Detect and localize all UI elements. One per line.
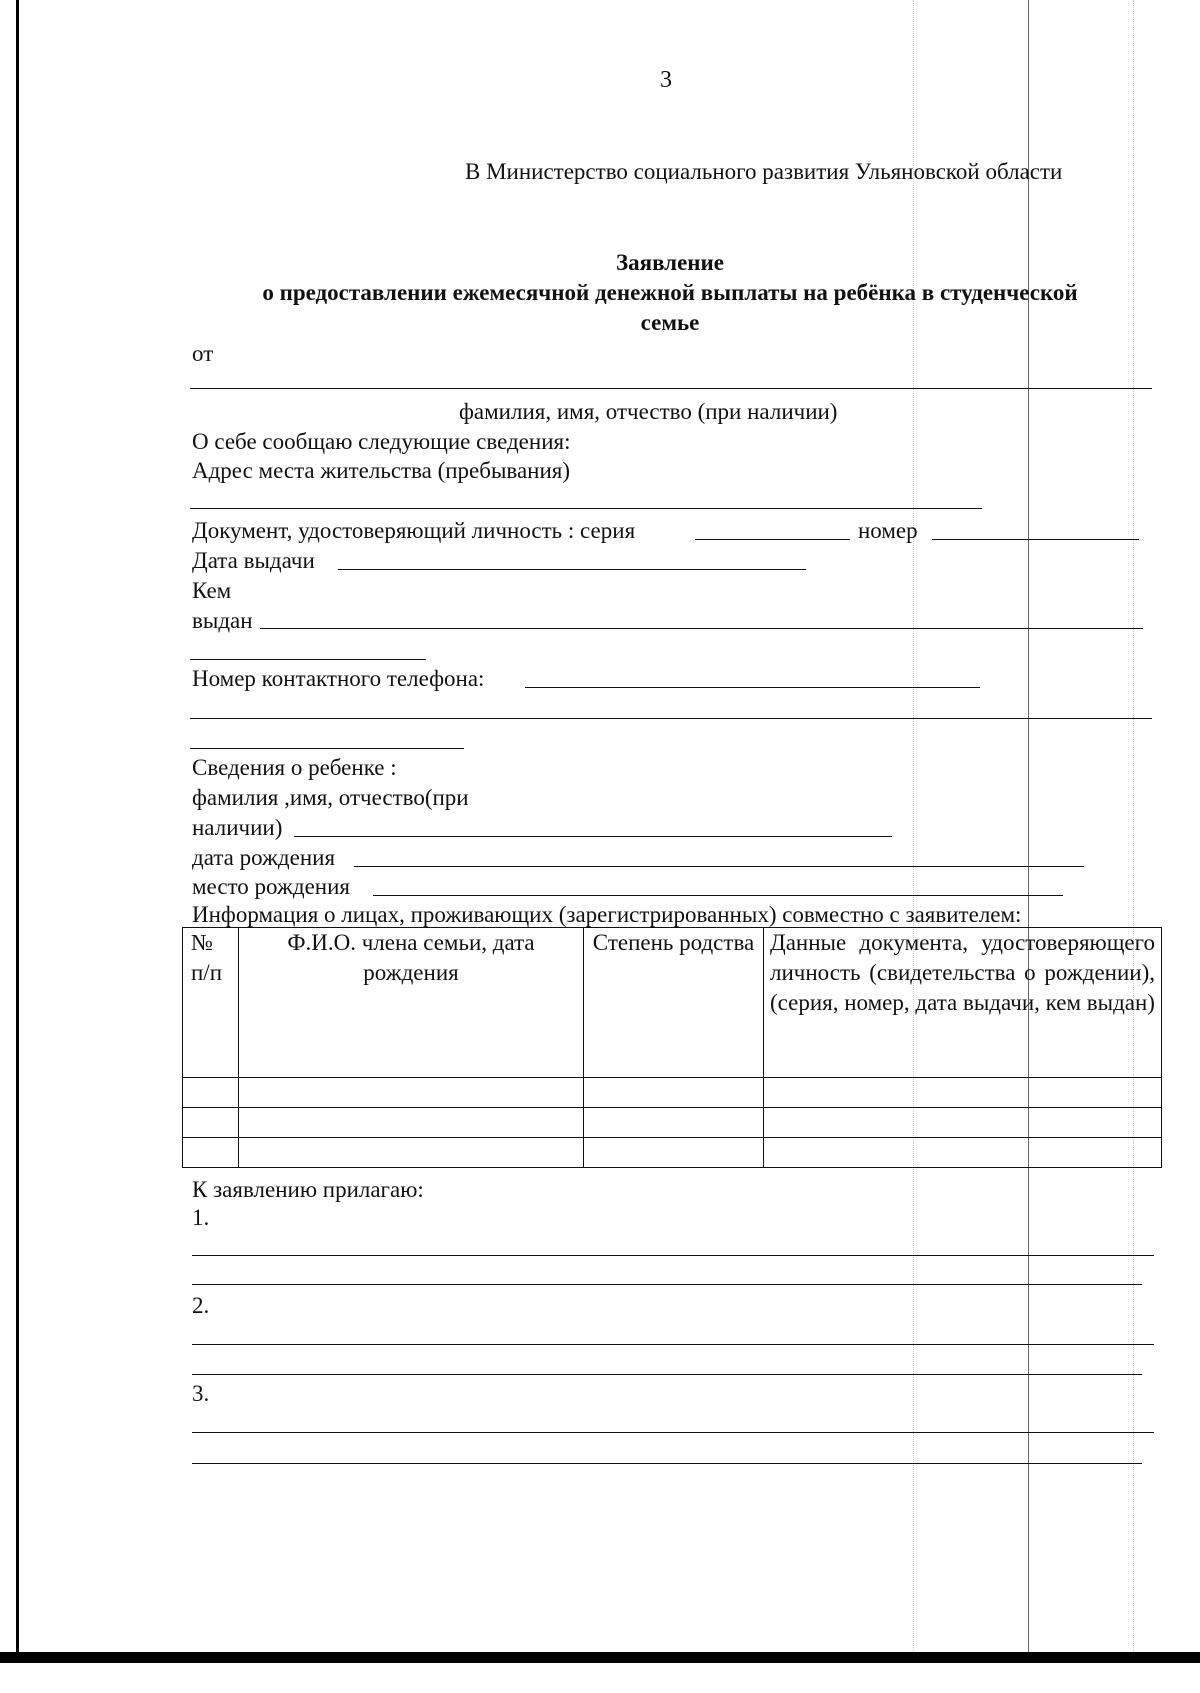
document-subtitle-end: семье xyxy=(640,310,700,335)
table-header-document: Данные документа, удостоверяющего личность (свидетельства о рождении), (серия, номер, дата выдачи, кем выдан) xyxy=(764,928,1162,1078)
attachment-2-field[interactable] xyxy=(192,1344,1154,1345)
child-birth-place-field[interactable] xyxy=(373,895,1063,896)
id-number-field[interactable] xyxy=(932,539,1139,540)
table-cell[interactable] xyxy=(764,1108,1162,1138)
from-label: от xyxy=(192,341,214,366)
attachment-item-2: 2. xyxy=(192,1293,210,1318)
table-cell[interactable] xyxy=(183,1108,239,1138)
document-title: Заявление xyxy=(615,250,725,275)
phone-label: Номер контактного телефона: xyxy=(192,666,485,691)
child-fio-label: фамилия ,имя, отчество(при xyxy=(192,785,469,810)
attachment-3-field[interactable] xyxy=(192,1432,1154,1433)
scan-bottom-edge xyxy=(0,1652,1200,1663)
table-row xyxy=(183,1108,1162,1138)
table-header-number: № п/п xyxy=(183,928,239,1078)
table-row xyxy=(183,1078,1162,1108)
table-cell[interactable] xyxy=(239,1138,584,1168)
phone-field-cont[interactable] xyxy=(190,718,1152,719)
id-document-label: Документ, удостоверяющий личность : серия xyxy=(192,518,636,543)
child-birth-date-label: дата рождения xyxy=(192,845,336,870)
issue-date-label: Дата выдачи xyxy=(192,548,315,573)
child-fio-field[interactable] xyxy=(294,836,892,837)
about-self-label: О себе сообщаю следующие сведения: xyxy=(192,429,571,454)
issued-by-label-cont: выдан xyxy=(192,608,253,633)
page-number: 3 xyxy=(660,67,672,93)
table-cell[interactable] xyxy=(584,1108,764,1138)
issued-by-field-cont[interactable] xyxy=(190,659,426,660)
attachment-item-3: 3. xyxy=(192,1381,210,1406)
phone-field[interactable] xyxy=(525,687,980,688)
address-field[interactable] xyxy=(190,508,982,509)
table-cell[interactable] xyxy=(239,1078,584,1108)
issue-date-field[interactable] xyxy=(338,569,806,570)
attachments-heading: К заявлению прилагаю: xyxy=(192,1177,424,1202)
fio-caption: фамилия, имя, отчество (при наличии) xyxy=(459,399,838,424)
table-header-row xyxy=(183,928,1162,1078)
table-cell[interactable] xyxy=(183,1078,239,1108)
attachment-3-field-cont[interactable] xyxy=(192,1463,1142,1464)
issued-by-field[interactable] xyxy=(260,628,1143,629)
attachment-2-field-cont[interactable] xyxy=(192,1374,1142,1375)
attachment-1-field[interactable] xyxy=(192,1255,1154,1256)
table-header-relation: Степень родства xyxy=(584,928,764,1078)
family-members-table xyxy=(182,927,1162,1168)
id-number-label: номер xyxy=(858,518,918,543)
child-fio-label-cont: наличии) xyxy=(192,815,283,840)
table-header-fio: Ф.И.О. члена семьи, дата рождения xyxy=(239,928,584,1078)
address-label: Адрес места жительства (пребывания) xyxy=(192,458,571,483)
family-info-label: Информация о лицах, проживающих (зарегистрированных) совместно с заявителем: xyxy=(192,902,1022,927)
child-heading: Сведения о ребенке : xyxy=(192,755,397,780)
child-birth-date-field[interactable] xyxy=(354,866,1084,867)
child-birth-place-label: место рождения xyxy=(192,874,350,899)
attachment-item-1: 1. xyxy=(192,1205,210,1230)
addressee: В Министерство социального развития Ульяновской области xyxy=(465,159,1063,184)
table-cell[interactable] xyxy=(239,1108,584,1138)
document-subtitle: о предоставлении ежемесячной денежной выплаты на ребёнка в студенческой xyxy=(262,280,1078,305)
table-cell[interactable] xyxy=(584,1138,764,1168)
table-cell[interactable] xyxy=(764,1078,1162,1108)
table-cell[interactable] xyxy=(764,1138,1162,1168)
issued-by-label: Кем xyxy=(192,578,232,603)
table-cell[interactable] xyxy=(183,1138,239,1168)
table-cell[interactable] xyxy=(584,1078,764,1108)
applicant-name-field[interactable] xyxy=(190,388,1152,389)
id-series-field[interactable] xyxy=(695,539,850,540)
attachment-1-field-cont[interactable] xyxy=(192,1284,1142,1285)
table-row xyxy=(183,1138,1162,1168)
phone-field-cont-2[interactable] xyxy=(190,748,464,749)
